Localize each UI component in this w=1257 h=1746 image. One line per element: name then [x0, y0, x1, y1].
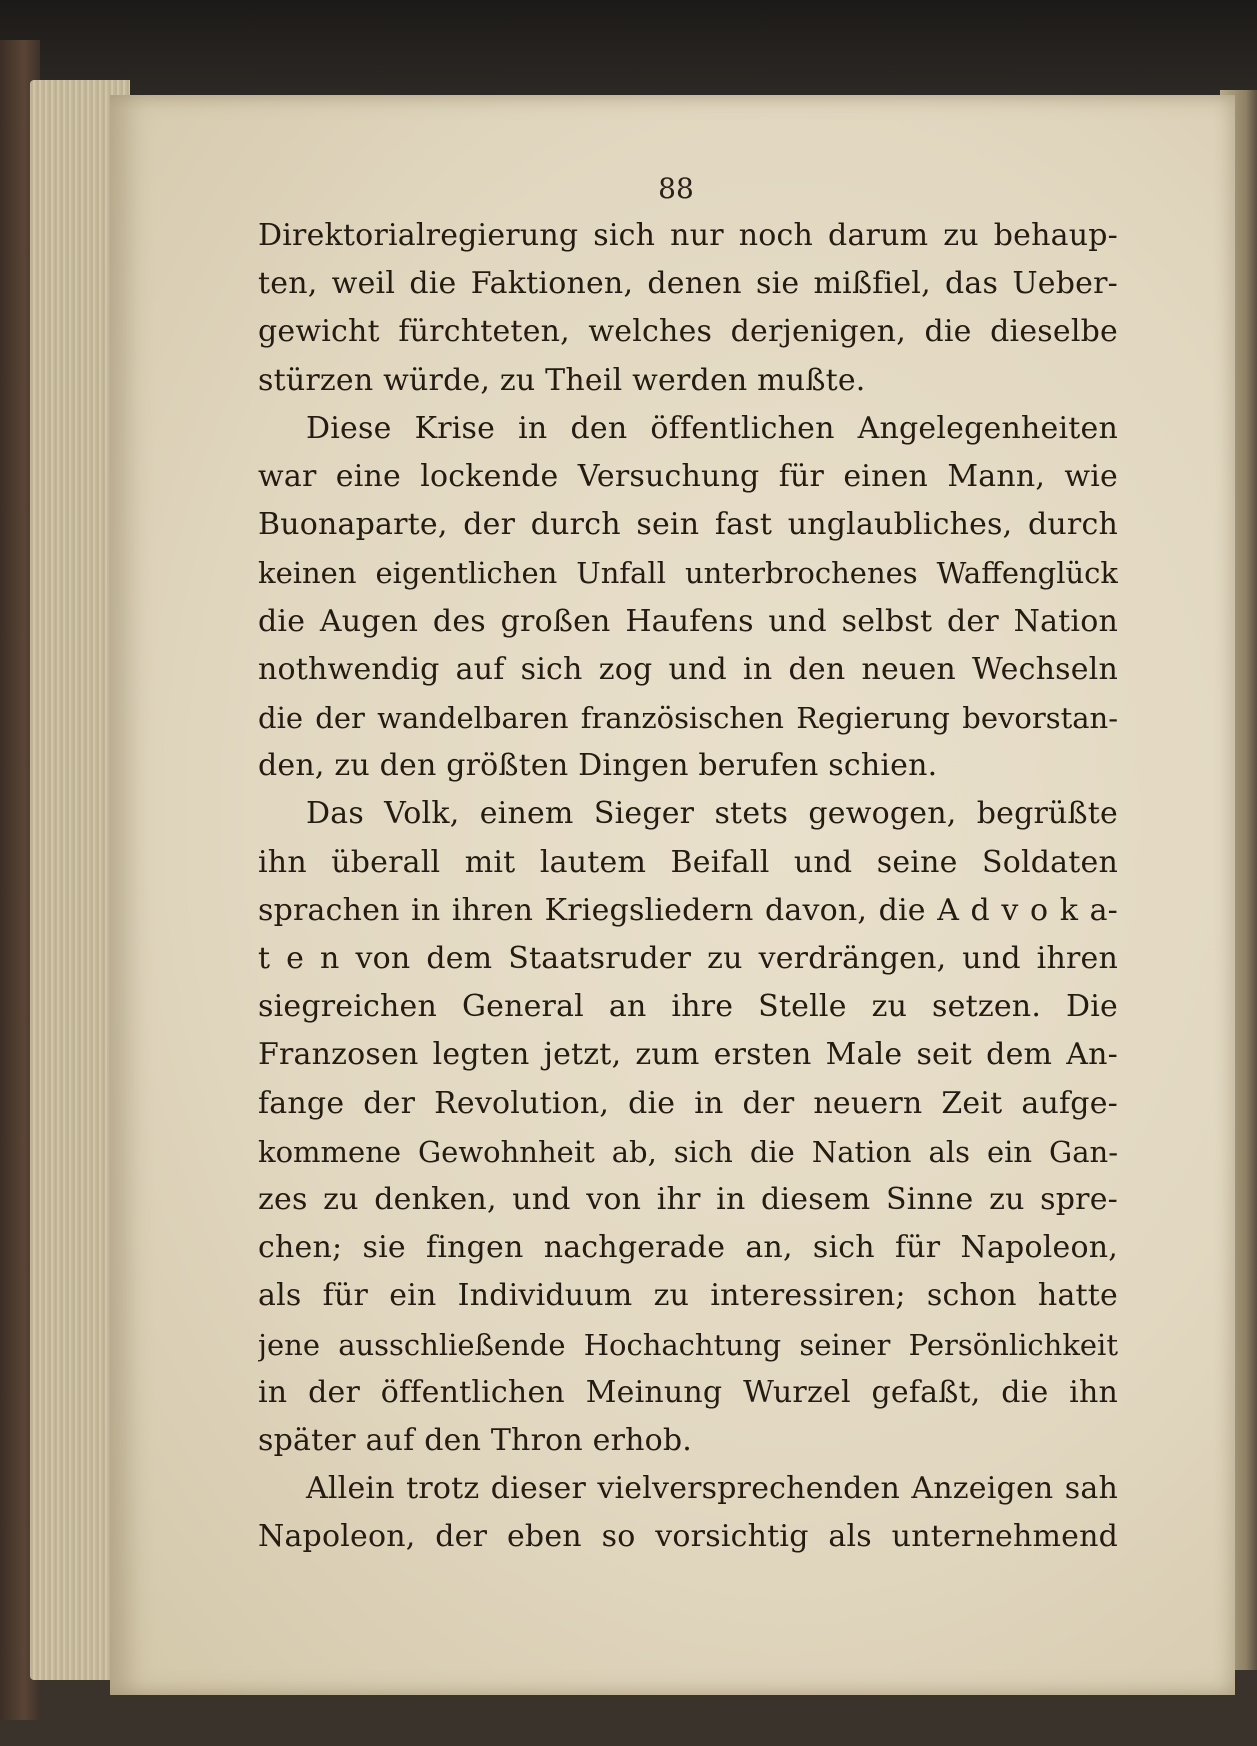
- text-line: zes zu denken, und von ihr in diesem Sinne zu spre-: [258, 1182, 1118, 1218]
- text-line: jene ausschließende Hochachtung seiner Persönlichkeit: [258, 1327, 1118, 1362]
- text-line: später auf den Thron erhob.: [258, 1423, 693, 1459]
- text-line: keinen eigentlichen Unfall unterbrochenes Waffenglück: [258, 556, 1118, 591]
- text-line: war eine lockende Versuchung für einen Mann, wie: [258, 459, 1118, 495]
- text-line: in der öffentlichen Meinung Wurzel gefaßt, die ihn: [258, 1374, 1118, 1410]
- text-line: ten, weil die Faktionen, denen sie mißfiel, das Ueber-: [258, 266, 1118, 302]
- text-line: die Augen des großen Haufens und selbst der Nation: [258, 603, 1118, 639]
- text-line: kommene Gewohnheit ab, sich die Nation als ein Gan-: [258, 1134, 1118, 1169]
- text-line: Franzosen legten jetzt, zum ersten Male seit dem An-: [258, 1037, 1118, 1073]
- text-line: Napoleon, der eben so vorsichtig als unternehmend: [258, 1519, 1118, 1555]
- text-line: als für ein Individuum zu interessiren; schon hatte: [258, 1278, 1118, 1314]
- text-line: chen; sie fingen nachgerade an, sich für Napoleon,: [258, 1230, 1118, 1266]
- text-line: nothwendig auf sich zog und in den neuen Wechseln: [258, 651, 1118, 687]
- text-line: Allein trotz dieser vielversprechenden Anzeigen sah: [306, 1471, 1118, 1507]
- text-line: Direktorialregierung sich nur noch darum zu behaup-: [258, 218, 1118, 253]
- text-line: Buonaparte, der durch sein fast unglaubliches, durch: [258, 507, 1118, 543]
- body-text: [258, 212, 1118, 1562]
- text-line: gewicht fürchteten, welches derjenigen, die dieselbe: [258, 314, 1118, 350]
- text-line: ihn überall mit lautem Beifall und seine Soldaten: [258, 844, 1118, 880]
- text-line: stürzen würde, zu Theil werden mußte.: [258, 362, 866, 398]
- text-line: Diese Krise in den öffentlichen Angelegenheiten: [306, 410, 1118, 446]
- text-line: siegreichen General an ihre Stelle zu setzen. Die: [258, 989, 1118, 1025]
- page-number: 88: [658, 172, 694, 205]
- text-line: t e n von dem Staatsruder zu verdrängen, und ihren: [258, 941, 1118, 977]
- text-line: den, zu den größten Dingen berufen schien.: [258, 748, 938, 784]
- text-line: sprachen in ihren Kriegsliedern davon, die A d v o k a-: [258, 892, 1118, 928]
- text-line: Das Volk, einem Sieger stets gewogen, begrüßte: [306, 796, 1118, 832]
- text-line: fange der Revolution, die in der neuern Zeit aufge-: [258, 1085, 1118, 1121]
- text-line: die der wandelbaren französischen Regierung bevorstan-: [258, 701, 1118, 736]
